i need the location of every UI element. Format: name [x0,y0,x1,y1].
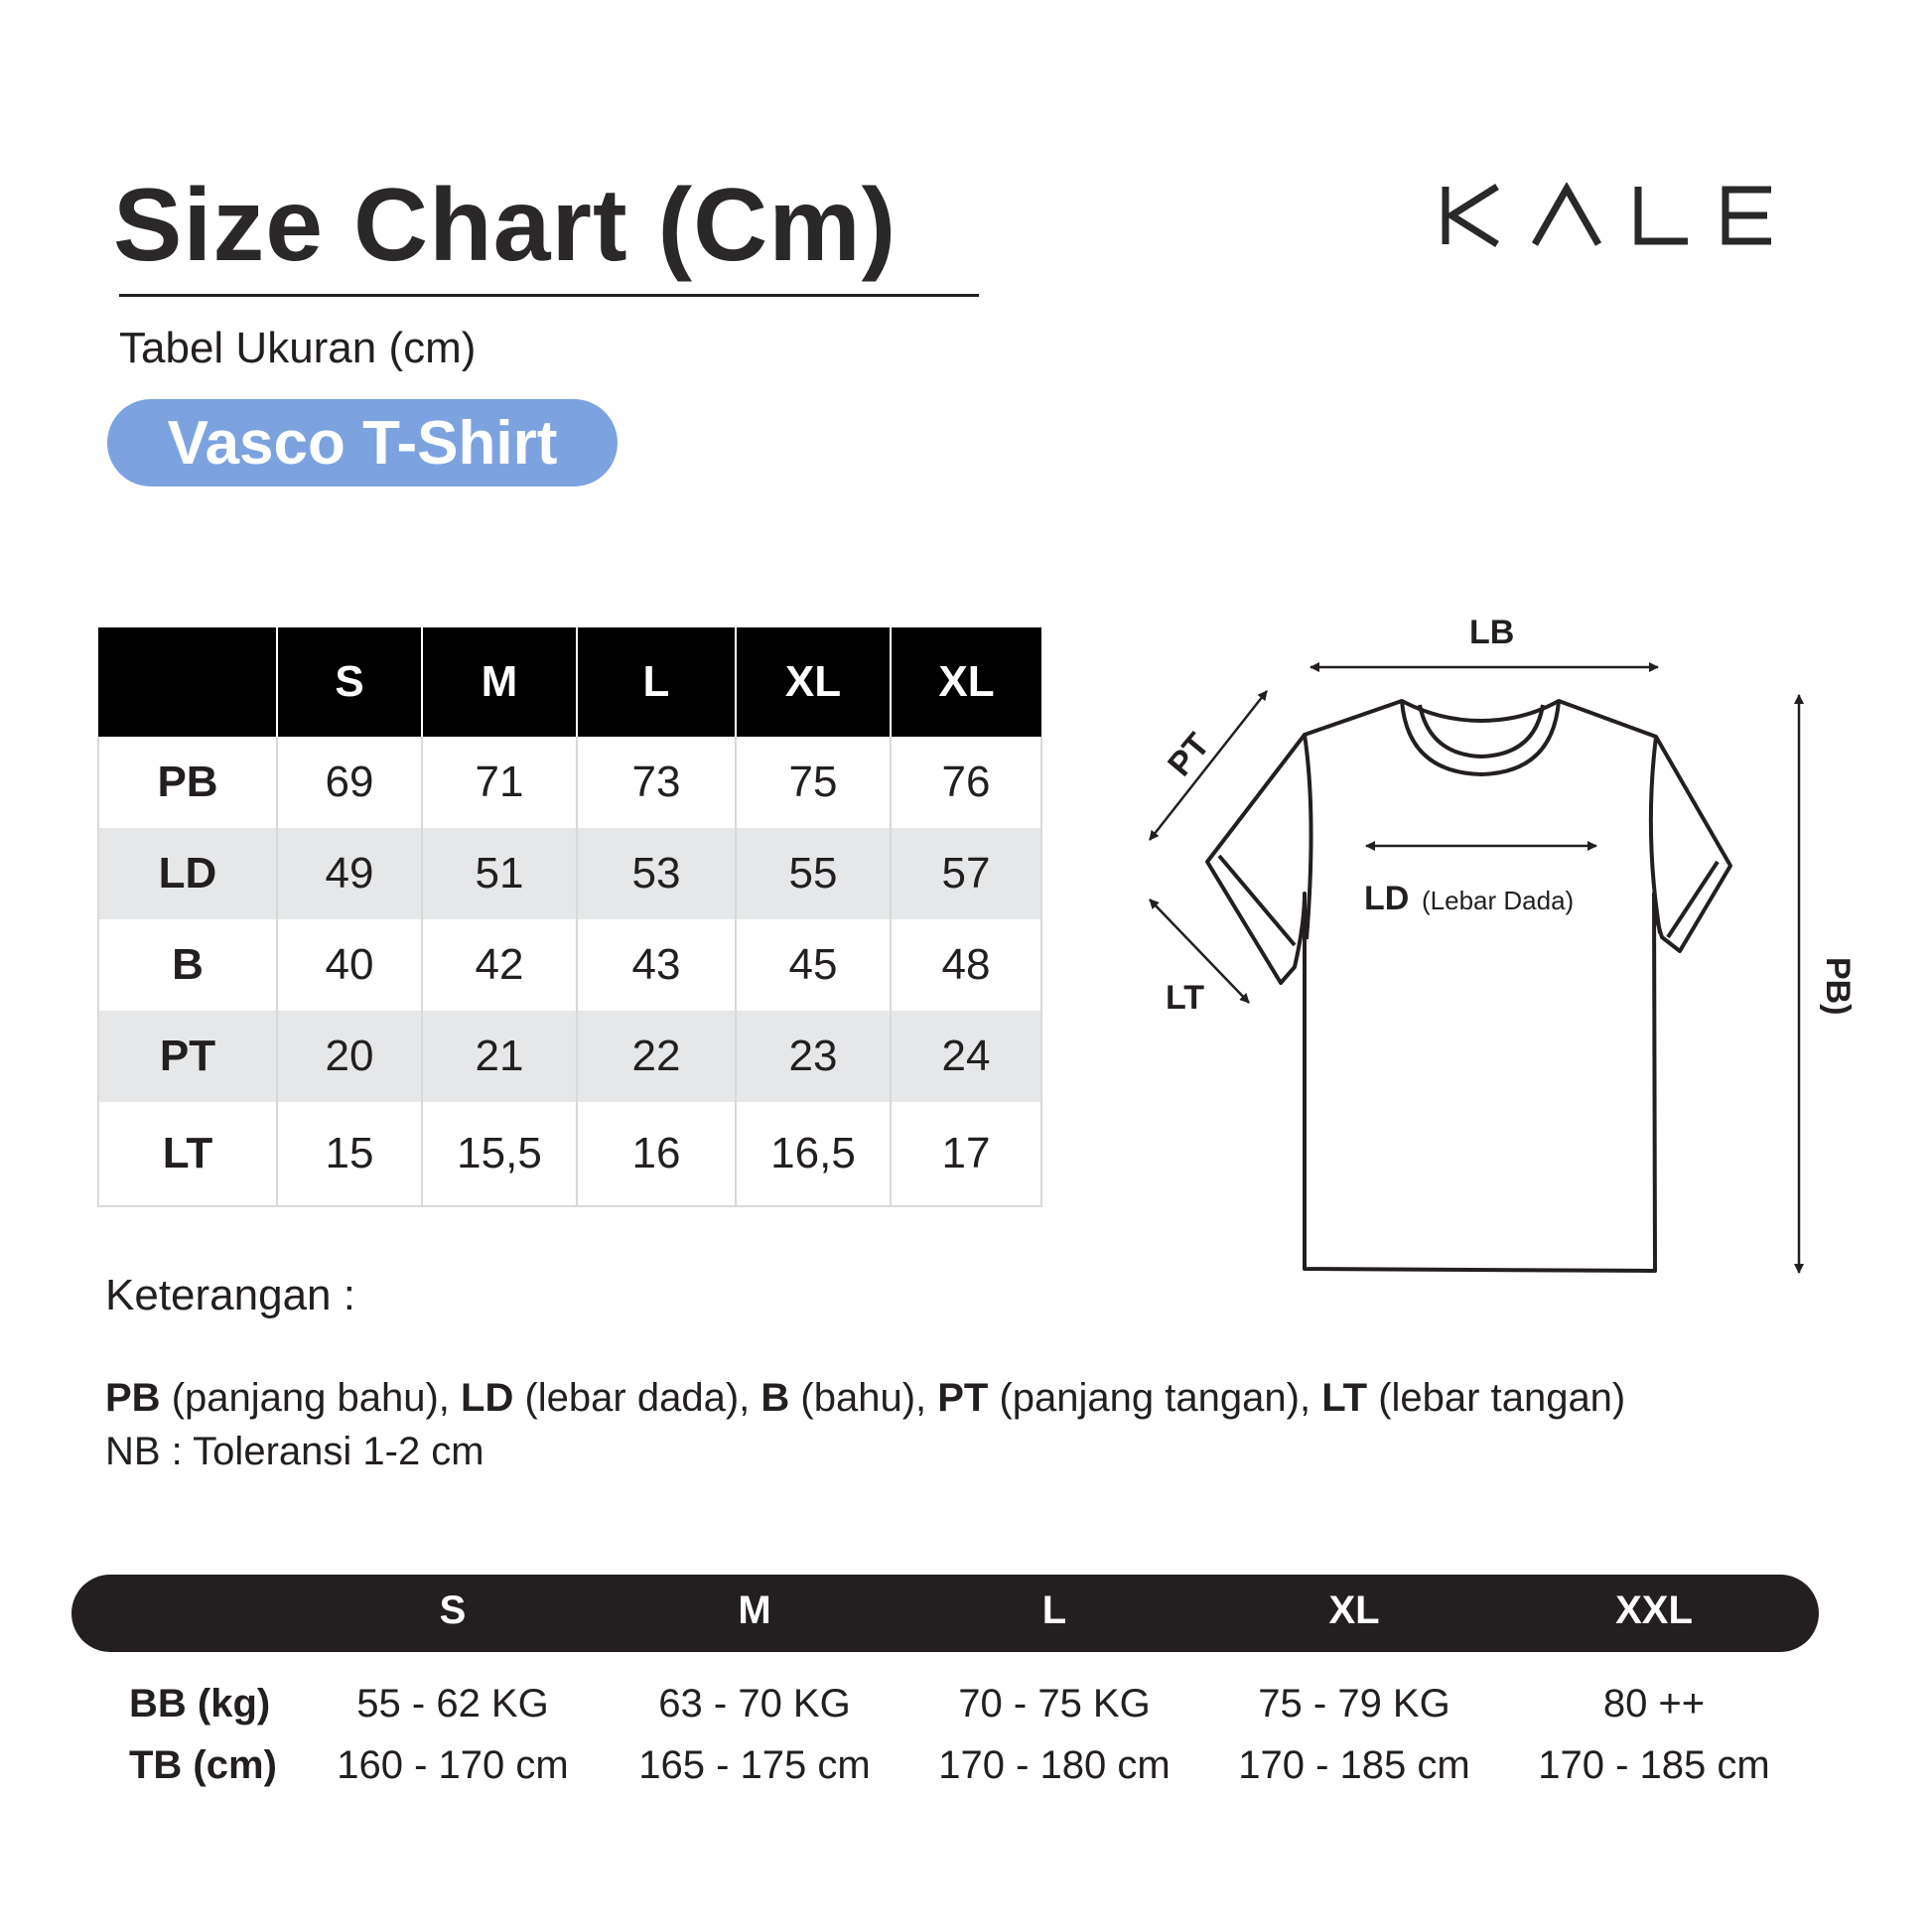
row-label: LD [98,828,277,919]
table-cell: 15 [277,1102,422,1206]
product-name: Vasco T-Shirt [167,408,558,478]
fit-header-m: M [738,1588,771,1632]
table-row [98,828,1041,919]
header-cell-xl-2: XL [891,627,1041,737]
product-badge [107,399,618,486]
tshirt-diagram [1132,596,1866,1291]
table-cell: 24 [891,1011,1041,1102]
legend-desc: (lebar dada), [513,1376,761,1420]
lb-label: LB [1469,614,1515,651]
table-cell: 51 [422,828,577,919]
table-cell: 16 [577,1102,736,1206]
header-cell-l: L [577,627,736,737]
tb-value: 170 - 180 cm [938,1743,1171,1787]
table-cell: 49 [277,828,422,919]
tb-value: 160 - 170 cm [337,1743,569,1787]
legend-code: PB [105,1376,161,1420]
abbreviation-legend [105,1376,1625,1421]
row-label: LT [98,1102,277,1206]
table-cell: 21 [422,1011,577,1102]
table-row [98,1011,1041,1102]
tb-value: 170 - 185 cm [1538,1743,1770,1787]
legend-code: LD [461,1376,514,1420]
tolerance-note: NB : Toleransi 1-2 cm [105,1430,484,1473]
bb-value: 63 - 70 KG [658,1682,851,1725]
table-cell: 48 [891,919,1041,1011]
legend-code: PT [937,1376,989,1420]
row-label: PB [98,737,277,828]
table-cell: 22 [577,1011,736,1102]
table-cell: 53 [577,828,736,919]
legend-desc: (bahu), [789,1376,938,1420]
lt-label: LT [1166,979,1205,1017]
table-cell: 42 [422,919,577,1011]
table-row [98,737,1041,828]
tb-value: 165 - 175 cm [638,1743,871,1787]
row-label: B [98,919,277,1011]
table-cell: 45 [736,919,891,1011]
fit-header-s: S [439,1588,467,1632]
table-cell: 16,5 [736,1102,891,1206]
tb-value: 170 - 185 cm [1238,1743,1470,1787]
notes-heading: Keterangan : [105,1271,355,1319]
tb-row-label: TB (cm) [129,1743,277,1787]
pb-label: PB) [1819,957,1857,1016]
ld-description: (Lebar Dada) [1422,886,1575,915]
table-cell: 43 [577,919,736,1011]
legend-code: LT [1321,1376,1368,1420]
size-table-header [98,627,1041,737]
fit-header-l: L [1041,1588,1067,1632]
table-cell: 57 [891,828,1041,919]
header-cell-xl: XL [736,627,891,737]
bb-value: 75 - 79 KG [1258,1682,1450,1725]
bb-value: 55 - 62 KG [356,1682,549,1725]
table-cell: 20 [277,1011,422,1102]
table-row [98,919,1041,1011]
kale-logo [1440,183,1777,248]
table-cell: 17 [891,1102,1041,1206]
table-cell: 55 [736,828,891,919]
table-cell: 76 [891,737,1041,828]
table-cell: 23 [736,1011,891,1102]
legend-desc: (panjang tangan), [988,1376,1322,1420]
table-row [98,1102,1041,1206]
ld-label: LD [1364,880,1410,917]
pt-label: PT [1161,726,1218,784]
row-label: PT [98,1011,277,1102]
table-cell: 69 [277,737,422,828]
bb-value: 70 - 75 KG [958,1682,1151,1725]
header-cell-m: M [422,627,577,737]
table-cell: 75 [736,737,891,828]
table-cell: 71 [422,737,577,828]
bb-value: 80 ++ [1602,1682,1706,1725]
bb-row-label: BB (kg) [129,1682,271,1725]
table-cell: 40 [277,919,422,1011]
size-table [97,627,1042,1207]
table-cell: 73 [577,737,736,828]
header-cell-s: S [277,627,422,737]
legend-code: B [760,1376,790,1420]
page-subtitle: Tabel Ukuran (cm) [119,324,477,372]
fit-header-xxl: XXL [1615,1588,1693,1632]
page-title: Size Chart (Cm) [113,168,897,283]
fit-header-xl: XL [1328,1588,1380,1632]
legend-desc: (panjang bahu), [160,1376,462,1420]
table-cell: 15,5 [422,1102,577,1206]
header-cell-empty [98,627,277,737]
title-divider [119,294,979,297]
legend-desc: (lebar tangan) [1367,1376,1626,1420]
